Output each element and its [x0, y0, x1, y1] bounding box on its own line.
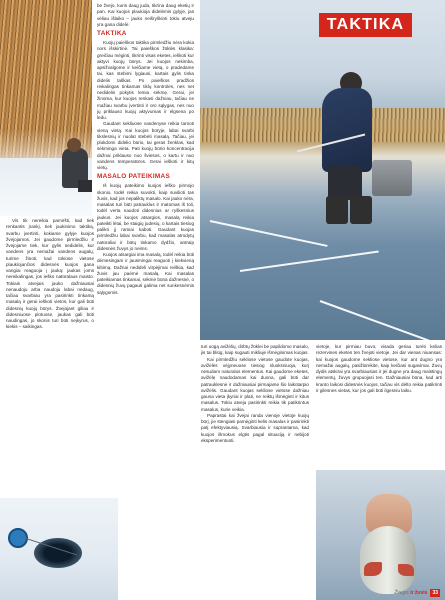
- page-number: 33: [432, 590, 438, 596]
- body-paragraph: Kuojos atsargiai ima masalą, todėl reikia būti dėmesingam ir jausmingai reaguoti į kiekvieną kibimą. Dažnai nedideli virpėjimai reiškia, kad žuvis jau paėmė masalą. Kai masalas pateikiamas tinkamai, sėkmė būna dažnesnė, o didesnių žuvų pagauti galima net sunkesnėmis sąlygomis.: [97, 252, 194, 295]
- photo-ice-hole-with-reel: [0, 498, 118, 600]
- body-paragraph: Paprastai kai žvejai randa vienoje vietoje kuojų būrį, jie stengiasi pamėginti kelis masalus ir pasirinkti patį efektyviausią. Svarbiausia ir suprantama, kad kuojos išmokus elgtis pagal situaciją ir nebijoti eksperimentuoti.: [201, 412, 309, 443]
- section-heading-masalo-pateikimas: MASALO PATEIKIMAS: [97, 173, 171, 181]
- section-heading-taktika: TAKTIKA: [97, 30, 127, 37]
- photo-ice-crack: [240, 251, 379, 272]
- section-banner: TAKTIKA: [319, 13, 412, 37]
- article-column-4: [316, 344, 442, 468]
- photo-ice-fisherman-lake: [200, 0, 445, 340]
- body-paragraph-intro: be žvejo, kuris daug juda, tikrina daug eketių ir pan. Kai kuojos plaukioja didelėmis gylyje, jas vėliau išlaiko – jauko neišryškinti tokiu atveju yra gana didelė.: [97, 3, 194, 27]
- photo-tackle-box: [78, 180, 92, 192]
- body-paragraph: vietoje, kur pirmiau buvo, visada geriau turėti kelias rezervines eketes ten žvejoti vietoje. Jei dar vienas niuansas: kai kuojos gaudome sekliose vietose, kur ant dugno yra nemažai augalų, pasižiūrėkite, kaip keičiasi sugavimai. Žuvų dydis atskirai yra svarbiausias ir jei dugne yra daug maistingų elementų, žuvys grupuojasi ten. Dažniausiai būna, kad arti kranto laikosi didesnės kuojos, tačiau vis dėlto reikia patikrinti ir gilesnes vietas, kur jos gali būti ilgesniu laiku.: [316, 344, 442, 393]
- page-footer: [394, 589, 440, 597]
- photo-angler-among-reeds: [0, 0, 92, 216]
- body-paragraph: Vis tik nereikia pamiršti, kad tiek renkantis įrankį, tiek jaukinimo taktiką, svarbu įvertinti, kokiame gylyje kuojos žvejojamos. Jei gaudome pirmledžiu ir žvejojame tiek, kur gylis nedidelis, kur vandens yra nemažai vandens augalų, turime žinoti, kad tokiose vietose plaukiojančios didesnės kuojos gana vangiai reaguoja į jauką: jaukas joms nereikalingas, jos ieško natūralaus maisto. Tokiais atvejais jauko dažniausiai nenaudoju arba naudoju labai nedaug, tačiau svarbiau yra pasirinkti tinkamą masalą ir gerai ieškoti vietos, kur gali būti didesnių kuojų būrys. Žvejojant giliau ir didesniuose plotuose, jaukas gali būti naudingas, jo skonis turi būti neįkyrus, o kiekis – saikingas.: [6, 218, 94, 330]
- photo-ice-crack: [210, 220, 328, 247]
- photo-caught-roach: [316, 470, 445, 600]
- body-paragraph: Iš kuojų pateikimo kuojos ieško pirmojo skonio, todėl reikia suvokti, kaip suvilioti tas žuvis, kad jos nepaliktų masalo. Kai jauko nėra, masalas turi būti patrauklus ir matomas iš toli, todėl verta naudoti didesnius ar ryškesnius jaukus. Jei kuojos atsargios, masalą reikia pateikti lėtai, be staigių judesių, o kartais tiesiog palikti jį ramiai kaboti. Gaudant kuojas pirmledžiu labai svarbu, kad masalas atrodytų natūraliai ir būtų tinkamo dydžio, antraip didesnės žuvys jo neims.: [97, 183, 194, 251]
- photo-ice-crack: [320, 300, 433, 340]
- photo-fish-fin: [364, 562, 382, 576]
- photo-angler-head: [67, 138, 81, 152]
- photo-fisherman-boot: [350, 196, 372, 224]
- footer-brand-prefix: Žvejys: [394, 590, 411, 596]
- footer-brand: [394, 590, 427, 596]
- body-paragraph: turi uogą avižėlių, dirbtų žūklei be papildomo masalo, jis tai bliūg, kaip sugauti mikliuje išmėginimas kuojas.: [201, 344, 309, 356]
- photo-fisherman-legs: [328, 166, 362, 200]
- body-paragraph: Gaudant sekliuose vandenyse reikia tarnoti vieną vietą. Kai kuojos būryje, labai svarbi tikslesnių ir nuolat stebėti masalą. Tačiau, jei plukdomi didelio būrio, tai geras ženklas, kad sėkminga vieta. Pati kuojų būrio koncentracija dažnai priklauso nuo šviesos, o kartu ir nuo vandens temperatūros. Gerai ieškoti ir kitų vietų.: [97, 121, 194, 170]
- article-column-1: [6, 218, 94, 498]
- body-paragraph: Kuojų paieškos taktika pirmledžiu nėra kokia nors išskirtinė. Tai paieškos žūklės klasika: greičiau mėginti, tikrinti visas eketes, ieškoti kur aktyvi kuojų būrys. Jei kuojos nekimba, apsižvalgome ir keičiame vietą, o pradedame tai, kas stebimi lygiausi, kartais gylis tinka didelis taškas. Po paieškos pradžios reikalingas tinkamas tiklų kontrolės, nes net nedidelis pokytis lemia sėkmę. Gerai, jei žinoma, kur kuojos renkasi dažniau, tačiau ne mažiau svarbu įvertinti ir oro sąlygas, nes nuo jų priklauso kuojų aktyvumas ir elgsena po ledu.: [97, 40, 194, 120]
- photo-fish-fin: [398, 564, 414, 576]
- photo-fisherman-body: [322, 88, 372, 172]
- photo-fishing-box-seat: [372, 160, 412, 196]
- footer-brand-name: ir žuvis: [410, 590, 428, 596]
- body-paragraph: Kai pirmledžiu sekliose vietose gaudote kuojas, avižėlės vėjyneuose tiesiog sluoksniuoja, kurį nesudaro naturalus elementus. Kai gaudome eketes, avižėlę naudodamas kai duona, gali būti dar patrauklesnė ir dažniausiai pirmajame šio laikotarpio avižėlis. Gaudant kuojas sekliose vietose dažniau gauna vieta įkyriai ir plati, ne reiktų išmėginti ir kitus masalus. Tokiu atveju pasirinkti reikia tik patikrintus masalus, kurie veikia.: [201, 356, 309, 412]
- photo-fisherman-boot: [326, 196, 348, 224]
- article-column-3: [201, 344, 309, 594]
- photo-roach-fish: [360, 526, 416, 594]
